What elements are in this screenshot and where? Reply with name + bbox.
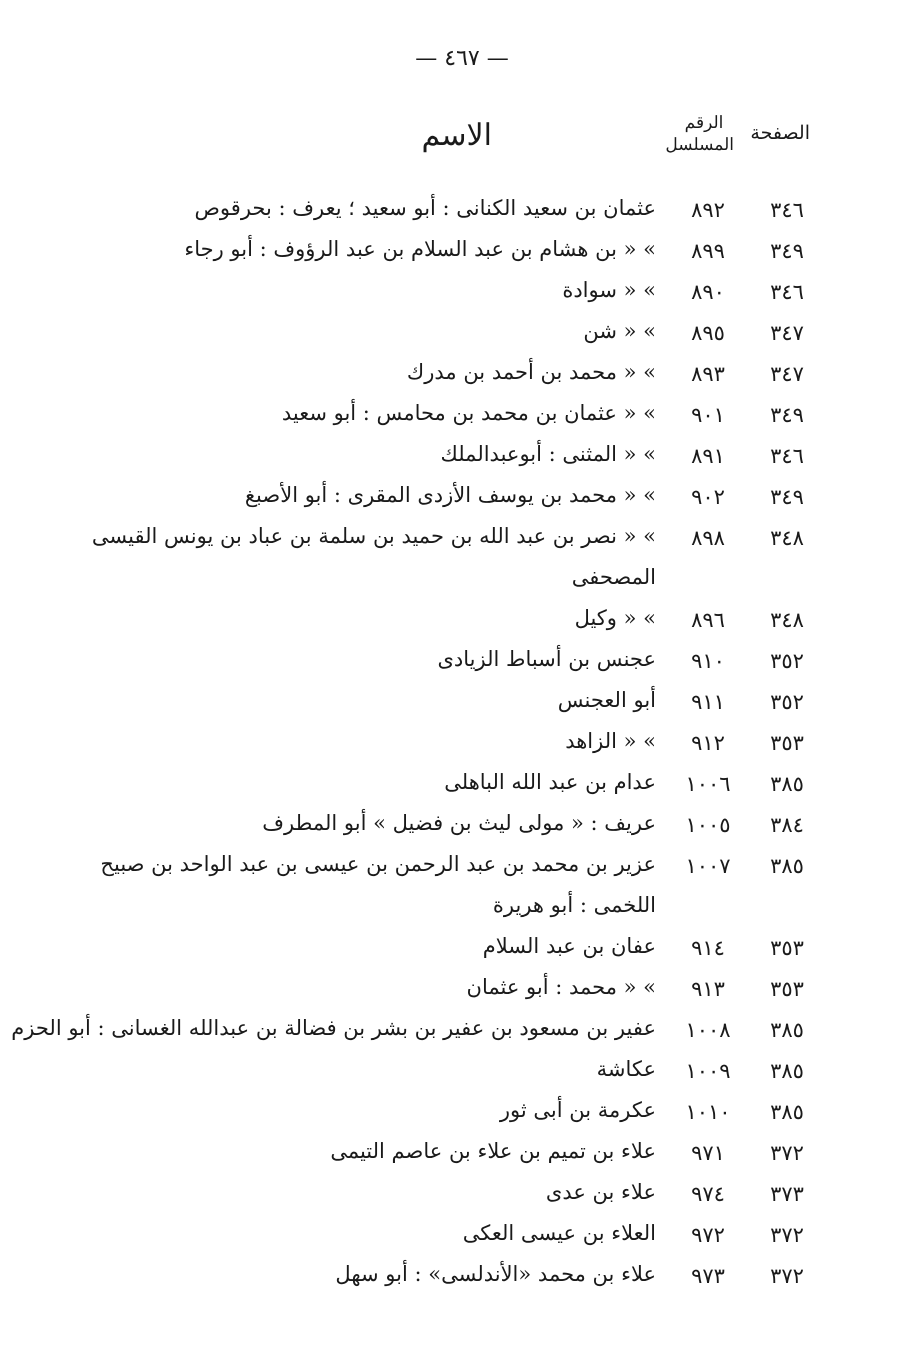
row-serial-number: ١٠٠٨	[685, 1018, 731, 1042]
index-row	[0, 356, 924, 397]
row-name: » « سوادة	[562, 278, 656, 302]
row-name: » « عثمان بن محمد بن محامس : أبو سعيد	[281, 401, 656, 425]
table-header	[0, 110, 924, 170]
row-page-number: ٣٤٨	[770, 526, 804, 550]
index-row	[0, 1258, 924, 1299]
header-serial-top: الرقم	[684, 113, 724, 133]
index-row	[0, 602, 924, 643]
row-serial-number: ١٠١٠	[685, 1100, 731, 1124]
row-page-number: ٣٨٥	[770, 854, 804, 878]
row-name: عكاشة	[596, 1057, 656, 1081]
index-row	[0, 643, 924, 684]
row-name: عفان بن عبد السلام	[482, 934, 656, 958]
index-row	[0, 1176, 924, 1217]
row-serial-number: ٩١٠	[691, 649, 725, 673]
index-row	[0, 1135, 924, 1176]
row-name: عكرمة بن أبى ثور	[499, 1098, 656, 1122]
row-name: عثمان بن سعيد الكنانى : أبو سعيد ؛ يعرف : بحرقوص	[194, 196, 656, 220]
row-serial-number: ٨٩٥	[691, 321, 725, 345]
row-page-number: ٣٨٥	[770, 1018, 804, 1042]
row-name: عفير بن مسعود بن عفير بن بشر بن فضالة بن عبدالله الغسانى : أبو الحزم	[11, 1016, 656, 1040]
row-name: » « شن	[583, 319, 656, 343]
index-row	[0, 1094, 924, 1135]
row-page-number: ٣٤٦	[770, 444, 804, 468]
row-name: عزير بن محمد بن عبد الرحمن بن عيسى بن عبد الواحد بن صبيح	[100, 852, 656, 876]
row-page-number: ٣٧٣	[770, 1182, 804, 1206]
row-name: » « نصر بن عبد الله بن حميد بن سلمة بن عباد بن يونس القيسى	[91, 524, 656, 548]
row-name-continuation: المصحفى	[571, 565, 656, 589]
row-serial-number: ٨٩٩	[691, 239, 725, 263]
row-name: » « الزاهد	[565, 729, 656, 753]
index-row-continuation	[0, 561, 924, 602]
row-name-continuation: اللخمى : أبو هريرة	[492, 893, 656, 917]
row-serial-number: ٩١٢	[691, 731, 725, 755]
row-page-number: ٣٥٢	[770, 649, 804, 673]
index-row	[0, 930, 924, 971]
row-name: علاء بن محمد «الأندلسى» : أبو سهل	[335, 1262, 656, 1286]
row-page-number: ٣٥٣	[770, 936, 804, 960]
row-serial-number: ٩١٤	[691, 936, 725, 960]
row-name: » « محمد : أبو عثمان	[466, 975, 656, 999]
index-row	[0, 1053, 924, 1094]
index-row	[0, 807, 924, 848]
row-serial-number: ٩٧١	[691, 1141, 725, 1165]
row-page-number: ٣٨٥	[770, 1059, 804, 1083]
row-page-number: ٣٨٥	[770, 772, 804, 796]
index-row	[0, 1012, 924, 1053]
row-name: » « بن هشام بن عبد السلام بن عبد الرؤوف : أبو رجاء	[184, 237, 656, 261]
index-row	[0, 315, 924, 356]
row-name: » « محمد بن أحمد بن مدرك	[406, 360, 656, 384]
index-row	[0, 766, 924, 807]
index-row	[0, 438, 924, 479]
index-row	[0, 397, 924, 438]
row-serial-number: ٨٩٣	[691, 362, 725, 386]
row-serial-number: ٩١١	[691, 690, 725, 714]
index-row	[0, 192, 924, 233]
row-serial-number: ٩٧٣	[691, 1264, 725, 1288]
index-row	[0, 971, 924, 1012]
row-page-number: ٣٤٨	[770, 608, 804, 632]
row-name: » « المثنى : أبوعبدالملك	[440, 442, 656, 466]
row-serial-number: ٩١٣	[691, 977, 725, 1001]
row-page-number: ٣٥٣	[770, 731, 804, 755]
row-page-number: ٣٨٥	[770, 1100, 804, 1124]
row-page-number: ٣٤٦	[770, 198, 804, 222]
row-name: علاء بن عدى	[545, 1180, 656, 1204]
page-number: — ٤٦٧ —	[415, 46, 509, 71]
header-page: الصفحة	[750, 122, 810, 144]
row-name: عجنس بن أسباط الزيادى	[437, 647, 656, 671]
row-page-number: ٣٨٤	[770, 813, 804, 837]
row-page-number: ٣٧٢	[770, 1223, 804, 1247]
row-name: عدام بن عبد الله الباهلى	[444, 770, 656, 794]
index-row	[0, 684, 924, 725]
index-row	[0, 233, 924, 274]
row-page-number: ٣٤٩	[770, 239, 804, 263]
row-serial-number: ٩٧٢	[691, 1223, 725, 1247]
row-name: عريف : « مولى ليث بن فضيل » أبو المطرف	[262, 811, 656, 835]
row-page-number: ٣٤٧	[770, 321, 804, 345]
row-name: » « محمد بن يوسف الأزدى المقرى : أبو الأصبغ	[244, 483, 656, 507]
row-page-number: ٣٧٢	[770, 1141, 804, 1165]
index-row-continuation	[0, 889, 924, 930]
row-name: » « وكيل	[574, 606, 656, 630]
row-name: علاء بن تميم بن علاء بن عاصم التيمى	[330, 1139, 656, 1163]
row-serial-number: ٩٠١	[691, 403, 725, 427]
row-page-number: ٣٧٢	[770, 1264, 804, 1288]
row-name: أبو العجنس	[557, 688, 656, 712]
index-row	[0, 274, 924, 315]
row-serial-number: ٩٧٤	[691, 1182, 725, 1206]
row-serial-number: ٩٠٢	[691, 485, 725, 509]
row-serial-number: ١٠٠٦	[685, 772, 731, 796]
index-row	[0, 479, 924, 520]
row-serial-number: ١٠٠٥	[685, 813, 731, 837]
header-serial-bottom: المسلسل	[665, 135, 734, 155]
row-serial-number: ٨٩١	[691, 444, 725, 468]
row-serial-number: ١٠٠٧	[685, 854, 731, 878]
row-serial-number: ٨٩٠	[691, 280, 725, 304]
row-serial-number: ٨٩٢	[691, 198, 725, 222]
index-row	[0, 520, 924, 561]
row-page-number: ٣٥٢	[770, 690, 804, 714]
index-row	[0, 1217, 924, 1258]
header-serial	[665, 112, 734, 156]
index-row	[0, 725, 924, 766]
row-page-number: ٣٤٩	[770, 403, 804, 427]
row-page-number: ٣٤٧	[770, 362, 804, 386]
row-page-number: ٣٥٣	[770, 977, 804, 1001]
index-list	[0, 192, 924, 1299]
row-page-number: ٣٤٦	[770, 280, 804, 304]
row-serial-number: ٨٩٨	[691, 526, 725, 550]
row-name: العلاء بن عيسى العكى	[462, 1221, 656, 1245]
row-serial-number: ١٠٠٩	[685, 1059, 731, 1083]
header-name: الاسم	[421, 118, 492, 153]
index-row	[0, 848, 924, 889]
row-page-number: ٣٤٩	[770, 485, 804, 509]
row-serial-number: ٨٩٦	[691, 608, 725, 632]
